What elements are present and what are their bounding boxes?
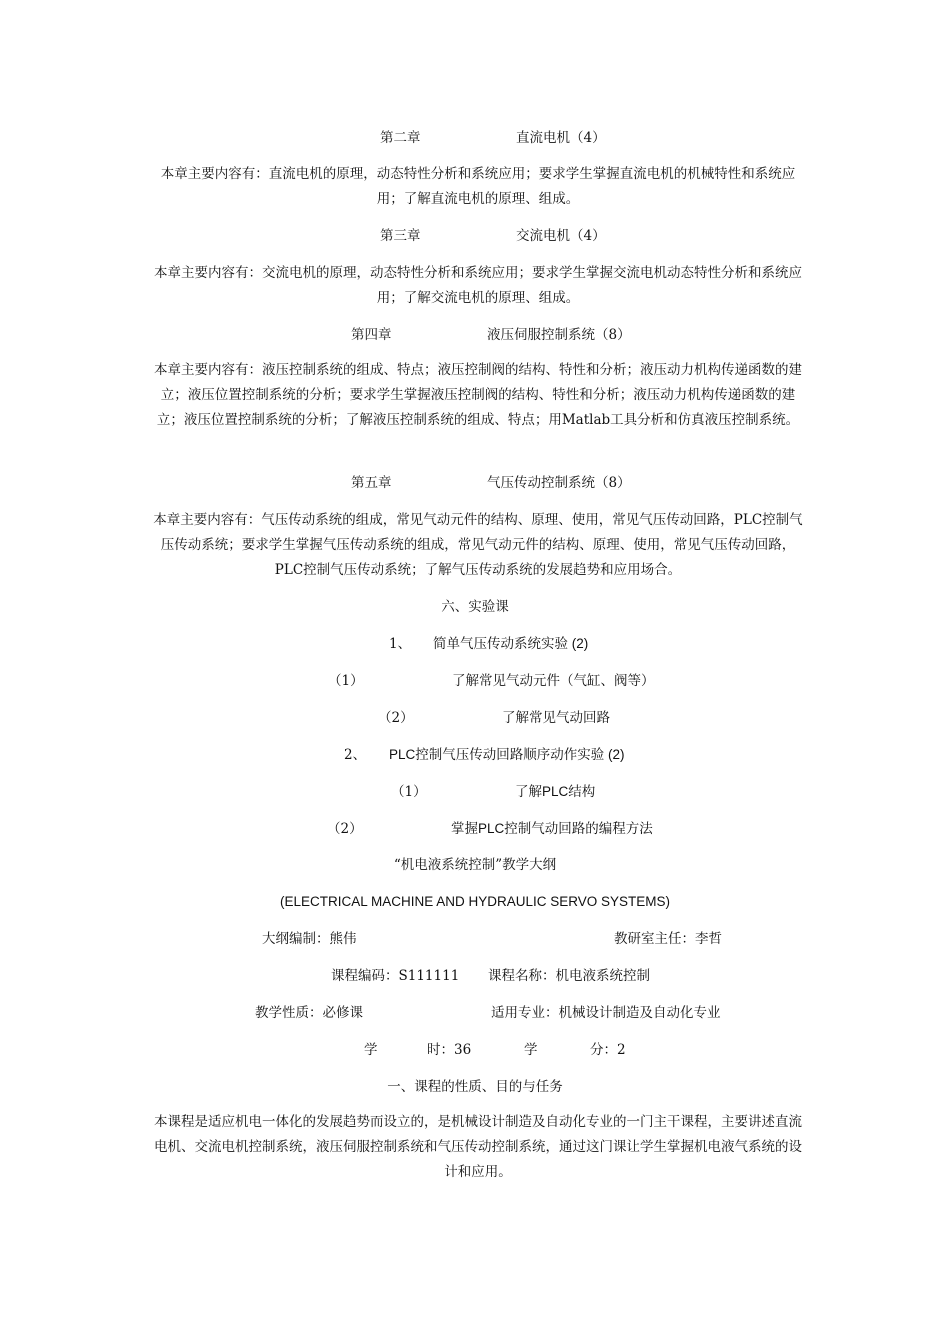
course-nature: 教学性质：必修课 (255, 1005, 363, 1021)
lab-item-1-sub-2-text: 了解常见气动回路 (502, 710, 610, 726)
syllabus-editor: 大纲编制：熊伟 (262, 931, 357, 947)
lab-item-2-sub-1-text: 了解PLC结构 (515, 784, 596, 799)
chapter-5-title: 气压传动控制系统（8） (487, 475, 631, 491)
credit-value: 分：2 (590, 1042, 626, 1058)
hours-label-a: 学 (364, 1042, 378, 1058)
credit-label-a: 学 (524, 1042, 538, 1058)
lab-heading: 六、实验课 (441, 599, 509, 615)
chapter-5-number: 第五章 (351, 475, 392, 491)
chapter-4-title: 液压伺服控制系统（8） (487, 327, 631, 343)
lab-item-2-sub-2-number: （2） (327, 821, 363, 837)
chapter-3-title: 交流电机（4） (516, 228, 606, 244)
lab-item-2-number: 2、 (344, 747, 367, 763)
lab-item-2-sub-2-text: 掌握PLC控制气动回路的编程方法 (451, 821, 653, 836)
syllabus-english-title: (ELECTRICAL MACHINE AND HYDRAULIC SERVO SYSTEMS) (279, 894, 671, 909)
chapter-5-body: 本章主要内容有：气压传动系统的组成，常见气动元件的结构、原理、使用，常见气压传动回路，PLC控制气压传动系统；要求学生掌握气压传动系统的组成，常见气动元件的结构、原理、使用，常见气压传动回路，PLC控制气压传动系统；了解气压传动系统的发展趋势和应用场合。 (153, 512, 803, 578)
hours-value: 时：36 (427, 1042, 472, 1058)
lab-item-1-title: 简单气压传动系统实验 (2) (433, 636, 589, 651)
section-1-heading: 一、课程的性质、目的与任务 (387, 1079, 563, 1095)
syllabus-director: 教研室主任：李哲 (614, 931, 722, 947)
lab-item-1-sub-1-text: 了解常见气动元件（气缸、阀等） (452, 673, 655, 689)
lab-item-1-sub-1-number: （1） (328, 673, 364, 689)
course-code: 课程编码：S111111 (331, 968, 460, 984)
chapter-3-number: 第三章 (380, 228, 421, 244)
syllabus-title: “机电液系统控制”教学大纲 (393, 857, 557, 873)
chapter-2-number: 第二章 (380, 130, 421, 146)
chapter-4-number: 第四章 (351, 327, 392, 343)
applicable-major: 适用专业：机械设计制造及自动化专业 (491, 1005, 721, 1021)
chapter-4-body: 本章主要内容有：液压控制系统的组成、特点；液压控制阀的结构、特性和分析；液压动力机构传递函数的建立；液压位置控制系统的分析；要求学生掌握液压控制阀的结构、特性和分析；液压动力机构传递函数的建立；液压位置控制系统的分析；了解液压控制系统的组成、特点；用Matlab工具分析和仿真液压控制系统。 (154, 362, 802, 428)
section-1-body: 本课程是适应机电一体化的发展趋势而设立的，是机械设计制造及自动化专业的一门主干课程，主要讲述直流电机、交流电机控制系统，液压伺服控制系统和气压传动控制系统，通过这门课让学生掌握机电液气系统的设计和应用。 (154, 1114, 802, 1180)
chapter-3-body: 本章主要内容有：交流电机的原理，动态特性分析和系统应用；要求学生掌握交流电机动态特性分析和系统应用；了解交流电机的原理、组成。 (154, 265, 802, 306)
course-name: 课程名称：机电液系统控制 (488, 968, 650, 984)
chapter-2-title: 直流电机（4） (516, 130, 606, 146)
lab-item-2-title: PLC控制气压传动回路顺序动作实验 (2) (389, 747, 625, 762)
lab-item-2-sub-1-number: （1） (391, 784, 427, 800)
chapter-2-body: 本章主要内容有：直流电机的原理，动态特性分析和系统应用；要求学生掌握直流电机的机械特性和系统应用；了解直流电机的原理、组成。 (160, 166, 796, 207)
lab-item-1-sub-2-number: （2） (378, 710, 414, 726)
lab-item-1-number: 1、 (389, 636, 412, 652)
